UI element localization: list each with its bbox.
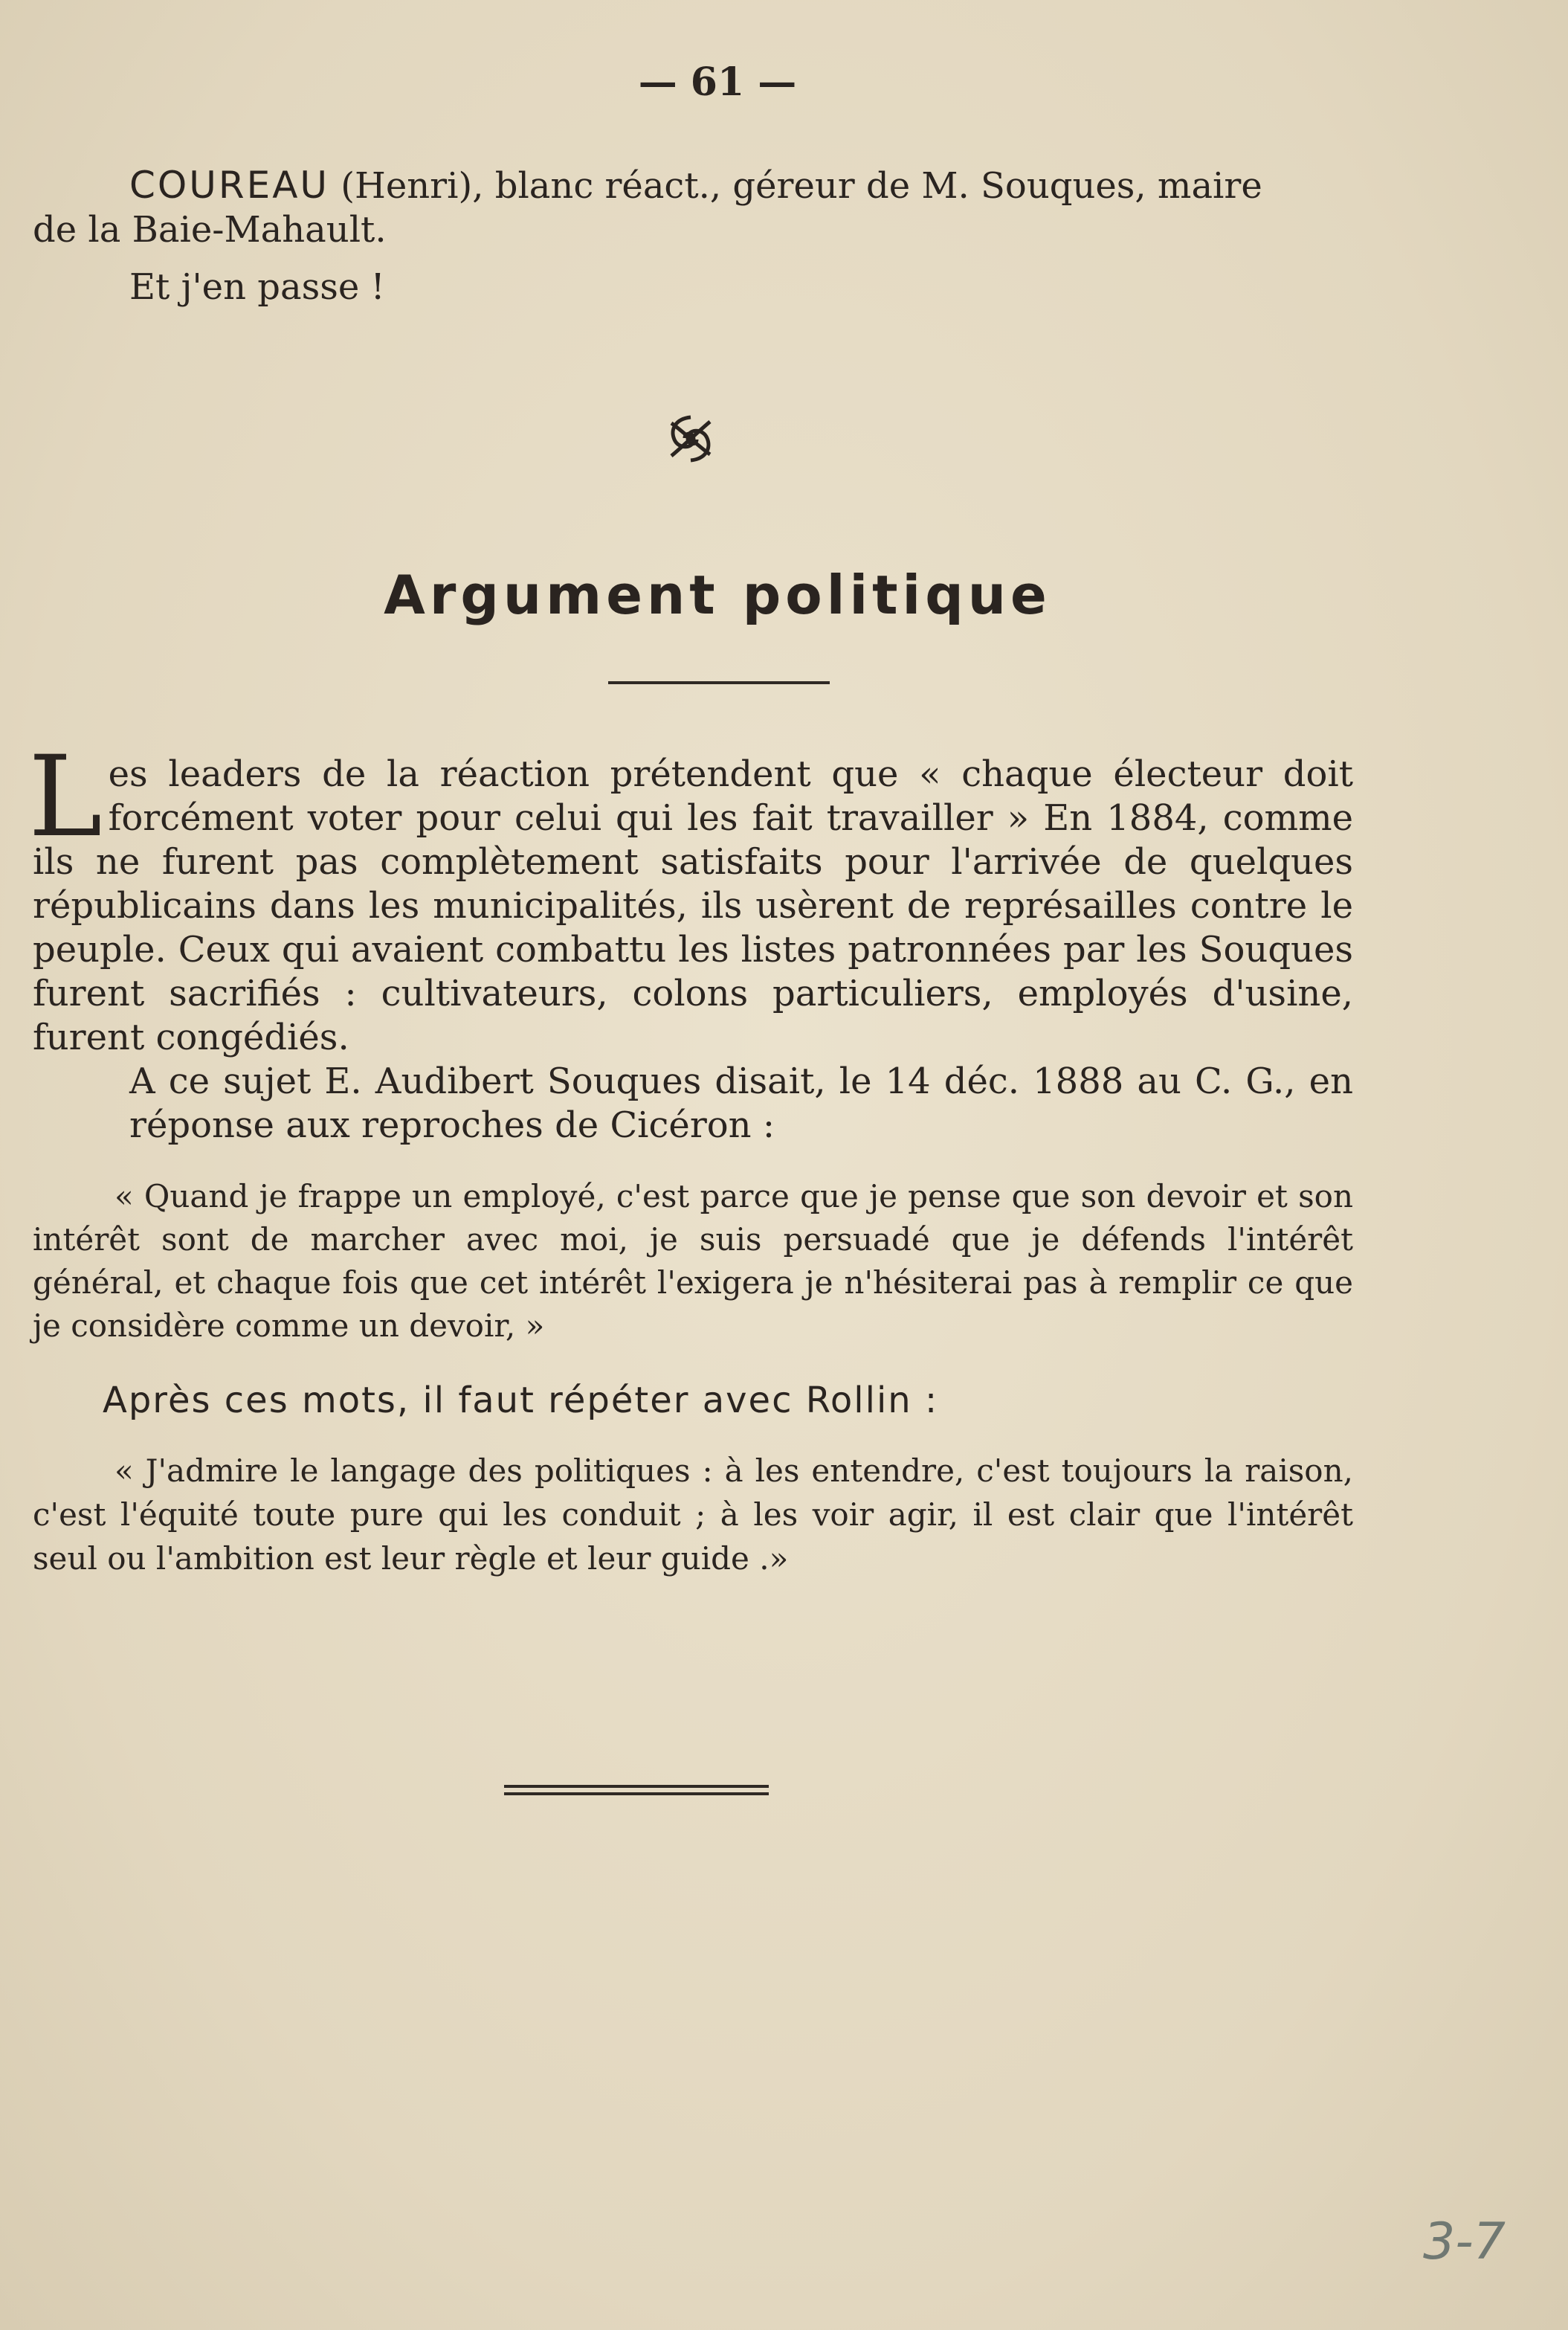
quote-souques xyxy=(33,1175,1353,1348)
entry-name: COUREAU xyxy=(129,164,329,207)
title-underline xyxy=(608,681,830,684)
handwritten-note: 3-7 xyxy=(1423,2212,1506,2271)
entry-coureau xyxy=(33,164,1353,252)
quote-rollin-text: « J'admire le langage des politiques : à les entendre, c'est toujours la raison, c'est l'équité toute pure qui les conduit ; à les voir agir, il est clair que l'intérêt seul ou l'ambition est leur règle et leur guide .» xyxy=(33,1452,1353,1577)
paragraph-1: es leaders de la réaction prétendent que « chaque électeur doit forcément voter pour celui qui les fait travailler » En 1884, comme ils ne furent pas complètement satisfaits pour l'arrivée de quelques républicains dans les municipalités, ils usèrent de représailles contre le peuple. Ceux qui avaient combattu les listes patronnées par les Souques furent sacrifiés : cultivateurs, colons particuliers, employés d'usine, furent congédiés. xyxy=(33,753,1353,1058)
fleuron-ornament-icon xyxy=(664,413,717,468)
drop-cap: L xyxy=(28,733,103,862)
page-number: — 61 — xyxy=(638,59,797,105)
closing-rule xyxy=(504,1785,769,1795)
paragraph-2-wrap xyxy=(33,1060,1353,1148)
quote-souques-text: « Quand je frappe un employé, c'est parce que je pense que son devoir et son intérêt sont de marcher avec moi, je suis persuadé que je défends l'intérêt général, et chaque fois que cet intérêt l'exigera je n'hésiterai pas à remplir ce que je considère comme un devoir, » xyxy=(33,1178,1353,1344)
apres-line: Après ces mots, il faut répéter avec Rollin : xyxy=(103,1380,939,1421)
paragraph-2: A ce sujet E. Audibert Souques disait, le 14 déc. 1888 au C. G., en réponse aux reproches de Cicéron : xyxy=(129,1061,1353,1146)
section-title: Argument politique xyxy=(384,564,1051,626)
entry-details-line2: de la Baie-Mahault. xyxy=(33,209,387,251)
body-text xyxy=(28,733,1353,1148)
et-jen-passe: Et j'en passe ! xyxy=(129,266,385,308)
quote-rollin xyxy=(33,1449,1353,1580)
entry-details: (Henri), blanc réact., géreur de M. Souques, maire xyxy=(341,165,1262,207)
